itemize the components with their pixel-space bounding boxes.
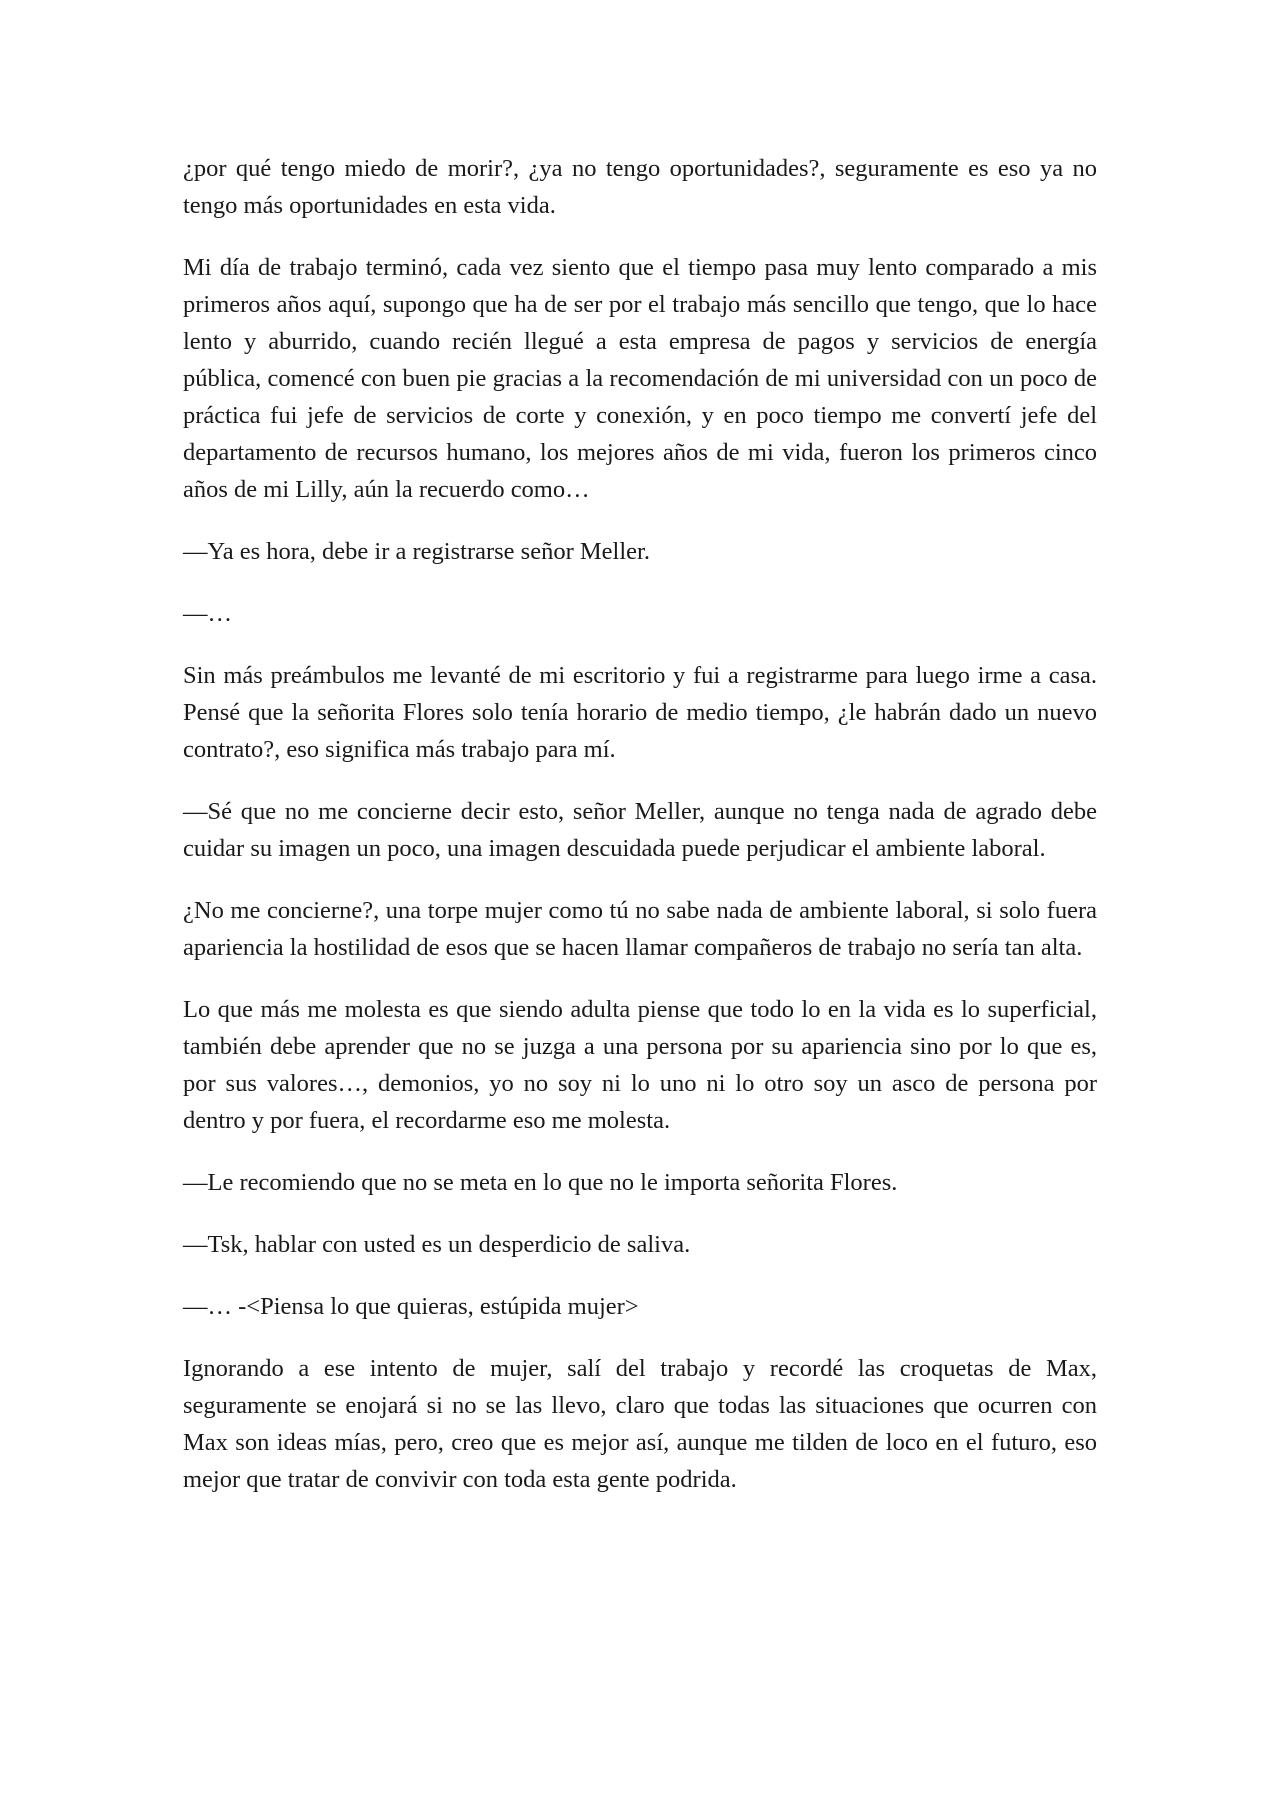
dialogue-line: —… xyxy=(183,600,232,627)
dialogue-line: —Tsk, hablar con usted es un desperdicio de saliva. xyxy=(183,1231,691,1258)
paragraph: Sin más preámbulos me levanté de mi escritorio y fui a registrarme para luego irme a casa. Pensé que la señorita Flores solo tenía horario de medio tiempo, ¿le habrán dado un nuevo contrato?, eso significa más trabajo para mí. xyxy=(183,662,1097,763)
paragraph: ¿No me concierne?, una torpe mujer como tú no sabe nada de ambiente laboral, si solo fuera apariencia la hostilidad de esos que se hacen llamar compañeros de trabajo no sería tan alta. xyxy=(183,897,1097,961)
dialogue-line: —Sé que no me concierne decir esto, señor Meller, aunque no tenga nada de agrado debe cuidar su imagen un poco, una imagen descuidada puede perjudicar el ambiente laboral. xyxy=(183,798,1097,862)
dialogue-line: —… -<Piensa lo que quieras, estúpida mujer> xyxy=(183,1293,639,1320)
paragraph: ¿por qué tengo miedo de morir?, ¿ya no tengo oportunidades?, seguramente es eso ya no tengo más oportunidades en esta vida. xyxy=(183,155,1097,219)
document-page xyxy=(183,150,1097,1523)
paragraph: Ignorando a ese intento de mujer, salí del trabajo y recordé las croquetas de Max, seguramente se enojará si no se las llevo, claro que todas las situaciones que ocurren con Max son ideas mías, pero, creo que es mejor así, aunque me tilden de loco en el futuro, eso mejor que tratar de convivir con toda esta gente podrida. xyxy=(183,1355,1097,1493)
paragraph: Mi día de trabajo terminó, cada vez siento que el tiempo pasa muy lento comparado a mis primeros años aquí, supongo que ha de ser por el trabajo más sencillo que tengo, que lo hace lento y aburrido, cuando recién llegué a esta empresa de pagos y servicios de energía pública, comencé con buen pie gracias a la recomendación de mi universidad con un poco de práctica fui jefe de servicios de corte y conexión, y en poco tiempo me convertí jefe del departamento de recursos humano, los mejores años de mi vida, fueron los primeros cinco años de mi Lilly, aún la recuerdo como… xyxy=(183,254,1097,503)
dialogue-line: —Ya es hora, debe ir a registrarse señor Meller. xyxy=(183,538,650,565)
paragraph: Lo que más me molesta es que siendo adulta piense que todo lo en la vida es lo superficial, también debe aprender que no se juzga a una persona por su apariencia sino por lo que es, por sus valores…, demonios, yo no soy ni lo uno ni lo otro soy un asco de persona por dentro y por fuera, el recordarme eso me molesta. xyxy=(183,996,1097,1134)
dialogue-line: —Le recomiendo que no se meta en lo que no le importa señorita Flores. xyxy=(183,1169,898,1196)
